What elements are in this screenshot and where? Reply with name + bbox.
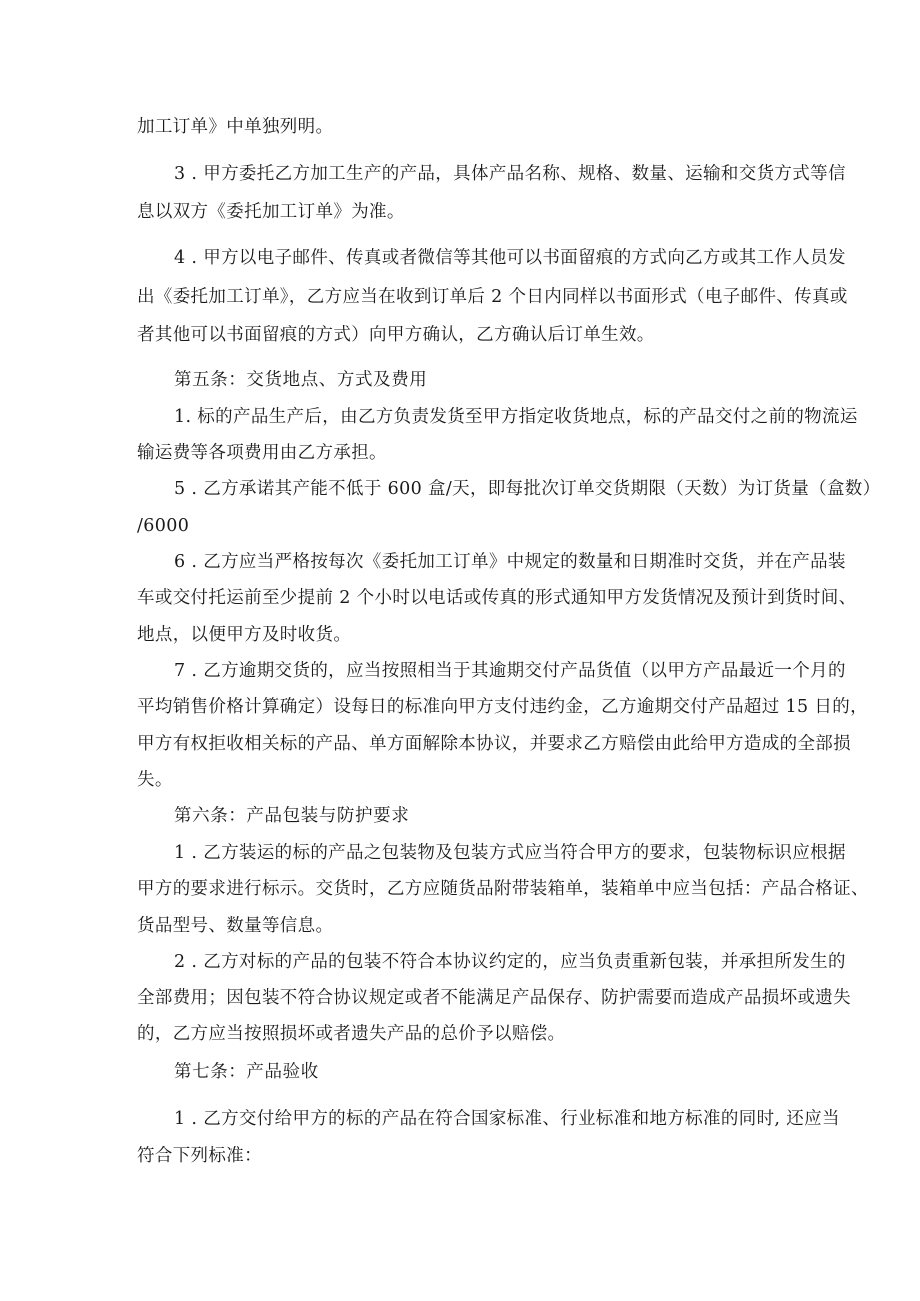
clause-5-line: 5 . 乙方承诺其产能不低于 600 盒/天，即每批次订单交货期限（天数）为订货量（盒数） (174, 479, 881, 499)
paragraph-line: 平均销售价格计算确定）设每日的标准向甲方支付违约金，乙方逾期交付产品超过 15 日的， (137, 697, 868, 717)
section-heading-article-7: 第七条：产品验收 (174, 1062, 319, 1082)
paragraph-line: 息以双方《委托加工订单》为准。 (137, 202, 405, 222)
paragraph-line: 者其他可以书面留痕的方式）向甲方确认，乙方确认后订单生效。 (137, 325, 655, 345)
clause-3-line: 3 . 甲方委托乙方加工生产的产品，具体产品名称、规格、数量、运输和交货方式等信 (174, 164, 846, 184)
section-heading-article-6: 第六条：产品包装与防护要求 (174, 806, 410, 826)
paragraph-line: 符合下列标准： (137, 1146, 262, 1166)
clause-2-line: 2 . 乙方对标的产品的包装不符合本协议约定的，应当负责重新包装，并承担所发生的 (174, 952, 846, 972)
paragraph-line: 输运费等各项费用由乙方承担。 (137, 443, 387, 463)
clause-7-line: 7 . 乙方逾期交货的，应当按照相当于其逾期交付产品货值（以甲方产品最近一个月的 (174, 661, 846, 681)
paragraph-line: 全部费用；因包装不符合协议规定或者不能满足产品保存、防护需要而造成产品损坏或遗失 (137, 988, 851, 1008)
paragraph-line: /6000 (137, 516, 190, 536)
clause-1-line: 1 . 乙方交付给甲方的标的产品在符合国家标准、行业标准和地方标准的同时, 还应当 (174, 1109, 840, 1129)
paragraph-line: 地点，以便甲方及时收货。 (137, 625, 352, 645)
paragraph-line: 失。 (137, 770, 173, 790)
clause-1-line: 1 . 乙方装运的标的产品之包装物及包装方式应当符合甲方的要求，包装物标识应根据 (174, 843, 846, 863)
paragraph-line: 甲方有权拒收相关标的产品、单方面解除本协议，并要求乙方赔偿由此给甲方造成的全部损 (137, 734, 851, 754)
paragraph-line: 出《委托加工订单》，乙方应当在收到订单后 2 个日内同样以书面形式（电子邮件、传真或 (137, 287, 848, 307)
clause-4-line: 4 . 甲方以电子邮件、传真或者微信等其他可以书面留痕的方式向乙方或其工作人员发 (174, 248, 846, 268)
clause-1-line: 1. 标的产品生产后，由乙方负责发货至甲方指定收货地点，标的产品交付之前的物流运 (174, 407, 858, 427)
paragraph-line: 车或交付托运前至少提前 2 个小时以电话或传真的形式通知甲方发货情况及预计到货时间、 (137, 588, 857, 608)
paragraph-line: 加工订单》中单独列明。 (137, 117, 334, 137)
paragraph-line: 的，乙方应当按照损坏或者遗失产品的总价予以赔偿。 (137, 1024, 566, 1044)
paragraph-line: 货品型号、数量等信息。 (137, 916, 334, 936)
section-heading-article-5: 第五条：交货地点、方式及费用 (174, 370, 428, 390)
paragraph-line: 甲方的要求进行标示。交货时，乙方应随货品附带装箱单，装箱单中应当包括：产品合格证、 (137, 879, 869, 899)
clause-6-line: 6 . 乙方应当严格按每次《委托加工订单》中规定的数量和日期准时交货，并在产品装 (174, 552, 846, 572)
